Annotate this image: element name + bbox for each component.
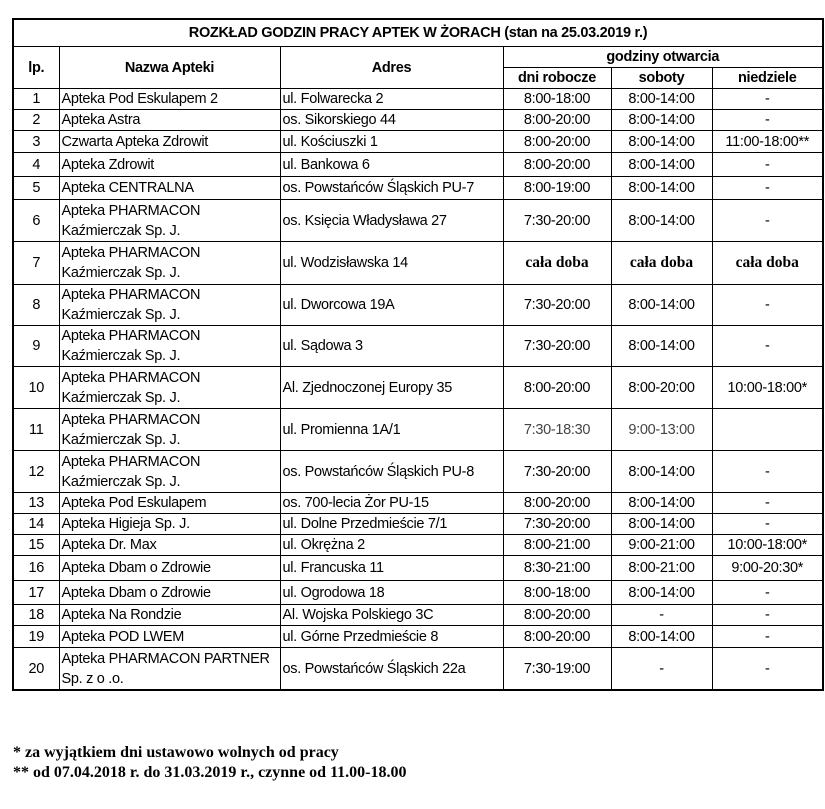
cell-name [59, 648, 280, 691]
pharmacy-name-line1: Apteka PHARMACON [61, 369, 201, 386]
cell-name [59, 409, 280, 451]
cell-lp: 13 [13, 493, 59, 514]
cell-workdays: 8:00-20:00 [503, 153, 611, 177]
pharmacy-name-line1: Apteka Pod Eskulapem [61, 495, 207, 511]
cell-sundays: - [712, 581, 823, 605]
pharmacy-name-line1: Apteka PHARMACON PARTNER [61, 650, 270, 667]
cell-saturdays: 8:00-14:00 [611, 514, 712, 535]
cell-saturdays: 8:00-14:00 [611, 451, 712, 493]
table-row [13, 177, 823, 200]
cell-saturdays: 8:00-14:00 [611, 177, 712, 200]
table-row [13, 493, 823, 514]
cell-workdays: 8:00-20:00 [503, 605, 611, 626]
pharmacy-name-line2: Kaźmierczak Sp. J. [61, 473, 181, 490]
cell-sundays: - [712, 153, 823, 177]
cell-saturdays: 9:00-21:00 [611, 535, 712, 556]
cell-sundays: - [712, 605, 823, 626]
header-hours-group: godziny otwarcia [503, 47, 823, 68]
cell-workdays: 8:00-18:00 [503, 581, 611, 605]
pharmacy-hours-table [12, 18, 824, 691]
cell-name [59, 177, 280, 200]
cell-workdays: 7:30-20:00 [503, 326, 611, 367]
cell-sundays [712, 409, 823, 451]
footnotes [13, 743, 407, 783]
cell-saturdays: 8:00-14:00 [611, 326, 712, 367]
cell-sundays: - [712, 514, 823, 535]
footnote-single-star: * za wyjątkiem dni ustawowo wolnych od pracy [13, 744, 339, 761]
cell-saturdays: 8:00-14:00 [611, 110, 712, 131]
pharmacy-name-line1: Apteka PHARMACON [61, 328, 201, 344]
cell-address: ul. Dolne Przedmieście 7/1 [280, 514, 503, 535]
table-row [13, 556, 823, 581]
cell-sundays: 9:00-20:30* [712, 556, 823, 581]
header-lp: lp. [13, 47, 59, 89]
cell-lp: 16 [13, 556, 59, 581]
table-row [13, 648, 823, 691]
cell-name [59, 535, 280, 556]
cell-lp: 15 [13, 535, 59, 556]
cell-lp: 2 [13, 110, 59, 131]
table-body [13, 89, 823, 691]
cell-address: ul. Promienna 1A/1 [280, 409, 503, 451]
header-name: Nazwa Apteki [59, 47, 280, 89]
table-row [13, 89, 823, 110]
cell-workdays: 7:30-20:00 [503, 285, 611, 326]
pharmacy-name-line1: Apteka POD LWEM [61, 628, 185, 645]
cell-lp: 19 [13, 626, 59, 648]
cell-lp: 10 [13, 367, 59, 409]
cell-workdays: 8:00-20:00 [503, 367, 611, 409]
pharmacy-name-line1: Apteka PHARMACON [61, 202, 201, 219]
cell-name [59, 493, 280, 514]
cell-workdays: 8:30-21:00 [503, 556, 611, 581]
cell-lp: 9 [13, 326, 59, 367]
cell-saturdays: - [611, 648, 712, 691]
cell-sundays: - [712, 285, 823, 326]
table-row [13, 200, 823, 242]
pharmacy-name-line2: Kaźmierczak Sp. J. [61, 431, 181, 448]
cell-sundays: 10:00-18:00* [712, 535, 823, 556]
table-row [13, 367, 823, 409]
cell-sundays: - [712, 493, 823, 514]
cell-sundays: - [712, 200, 823, 242]
cell-workdays: 7:30-18:30 [503, 409, 611, 451]
cell-lp: 12 [13, 451, 59, 493]
cell-address: ul. Ogrodowa 18 [280, 581, 503, 605]
pharmacy-name-line1: Apteka Dbam o Zdrowie [61, 560, 211, 576]
cell-name [59, 556, 280, 581]
pharmacy-name-line1: Apteka PHARMACON [61, 411, 201, 428]
pharmacy-name-line1: Apteka PHARMACON [61, 245, 201, 261]
cell-sundays: - [712, 89, 823, 110]
cell-lp: 11 [13, 409, 59, 451]
cell-name [59, 200, 280, 242]
cell-sundays: - [712, 451, 823, 493]
cell-address: os. Księcia Władysława 27 [280, 200, 503, 242]
cell-workdays: 8:00-20:00 [503, 110, 611, 131]
cell-saturdays: 8:00-14:00 [611, 153, 712, 177]
pharmacy-name-line2: Kaźmierczak Sp. J. [61, 222, 181, 239]
cell-saturdays: 8:00-14:00 [611, 493, 712, 514]
footnote-double-star: ** od 07.04.2018 r. do 31.03.2019 r., czynne od 11.00-18.00 [13, 764, 407, 781]
cell-address: ul. Sądowa 3 [280, 326, 503, 367]
cell-lp: 7 [13, 242, 59, 285]
cell-address: ul. Górne Przedmieście 8 [280, 626, 503, 648]
cell-workdays: cała doba [503, 242, 611, 285]
pharmacy-name-line1: Czwarta Apteka Zdrowit [61, 133, 209, 150]
cell-workdays: 8:00-19:00 [503, 177, 611, 200]
cell-address: os. Sikorskiego 44 [280, 110, 503, 131]
pharmacy-name-line1: Apteka Na Rondzie [61, 607, 182, 623]
table-title: ROZKŁAD GODZIN PRACY APTEK W ŻORACH (stan na 25.03.2019 r.) [13, 19, 823, 47]
cell-address: ul. Kościuszki 1 [280, 131, 503, 153]
cell-address: ul. Francuska 11 [280, 556, 503, 581]
cell-lp: 4 [13, 153, 59, 177]
table-row [13, 131, 823, 153]
cell-sundays: - [712, 648, 823, 691]
cell-name [59, 451, 280, 493]
cell-sundays: cała doba [712, 242, 823, 285]
cell-lp: 17 [13, 581, 59, 605]
table-row [13, 242, 823, 285]
pharmacy-name-line2: Kaźmierczak Sp. J. [61, 265, 181, 281]
pharmacy-name-line1: Apteka Pod Eskulapem 2 [61, 91, 218, 107]
table-row [13, 626, 823, 648]
cell-address: ul. Bankowa 6 [280, 153, 503, 177]
cell-workdays: 8:00-20:00 [503, 626, 611, 648]
header-sundays: niedziele [712, 68, 823, 89]
header-workdays: dni robocze [503, 68, 611, 89]
cell-sundays: - [712, 110, 823, 131]
cell-name [59, 153, 280, 177]
cell-name [59, 242, 280, 285]
cell-sundays: - [712, 177, 823, 200]
table-row [13, 581, 823, 605]
table-row [13, 409, 823, 451]
cell-name [59, 581, 280, 605]
cell-name [59, 367, 280, 409]
cell-saturdays: cała doba [611, 242, 712, 285]
cell-address: ul. Wodzisławska 14 [280, 242, 503, 285]
cell-saturdays: 8:00-14:00 [611, 89, 712, 110]
cell-name [59, 110, 280, 131]
cell-sundays: 11:00-18:00** [712, 131, 823, 153]
cell-lp: 8 [13, 285, 59, 326]
pharmacy-name-line1: Apteka PHARMACON [61, 453, 201, 470]
cell-workdays: 8:00-21:00 [503, 535, 611, 556]
cell-name [59, 605, 280, 626]
pharmacy-name-line1: Apteka Higieja Sp. J. [61, 516, 190, 532]
cell-saturdays: 8:00-14:00 [611, 131, 712, 153]
cell-workdays: 7:30-20:00 [503, 451, 611, 493]
table-row [13, 535, 823, 556]
table-row [13, 326, 823, 367]
cell-lp: 14 [13, 514, 59, 535]
pharmacy-name-line1: Apteka Dbam o Zdrowie [61, 584, 211, 601]
cell-address: Al. Zjednoczonej Europy 35 [280, 367, 503, 409]
pharmacy-name-line2: Sp. z o .o. [61, 670, 124, 687]
cell-saturdays: 8:00-14:00 [611, 200, 712, 242]
cell-workdays: 8:00-18:00 [503, 89, 611, 110]
cell-saturdays: 8:00-14:00 [611, 626, 712, 648]
cell-lp: 20 [13, 648, 59, 691]
cell-lp: 6 [13, 200, 59, 242]
cell-lp: 1 [13, 89, 59, 110]
pharmacy-name-line2: Kaźmierczak Sp. J. [61, 389, 181, 406]
table-row [13, 605, 823, 626]
pharmacy-name-line1: Apteka Dr. Max [61, 537, 157, 553]
cell-saturdays: 9:00-13:00 [611, 409, 712, 451]
cell-address: os. 700-lecia Żor PU-15 [280, 493, 503, 514]
cell-name [59, 514, 280, 535]
cell-sundays: - [712, 626, 823, 648]
cell-saturdays: - [611, 605, 712, 626]
cell-sundays: - [712, 326, 823, 367]
cell-saturdays: 8:00-14:00 [611, 581, 712, 605]
cell-workdays: 7:30-19:00 [503, 648, 611, 691]
header-saturdays: soboty [611, 68, 712, 89]
pharmacy-name-line1: Apteka Astra [61, 112, 141, 128]
table-row [13, 285, 823, 326]
cell-address: ul. Okrężna 2 [280, 535, 503, 556]
cell-name [59, 89, 280, 110]
cell-saturdays: 8:00-20:00 [611, 367, 712, 409]
pharmacy-name-line1: Apteka Zdrowit [61, 156, 155, 173]
cell-address: ul. Dworcowa 19A [280, 285, 503, 326]
cell-address: os. Powstańców Śląskich PU-8 [280, 451, 503, 493]
table-row [13, 451, 823, 493]
pharmacy-name-line1: Apteka CENTRALNA [61, 180, 194, 196]
cell-address: os. Powstańców Śląskich 22a [280, 648, 503, 691]
cell-name [59, 131, 280, 153]
table-row [13, 110, 823, 131]
cell-name [59, 626, 280, 648]
cell-name [59, 326, 280, 367]
table-row [13, 514, 823, 535]
cell-name [59, 285, 280, 326]
cell-workdays: 8:00-20:00 [503, 131, 611, 153]
cell-address: os. Powstańców Śląskich PU-7 [280, 177, 503, 200]
cell-lp: 5 [13, 177, 59, 200]
cell-sundays: 10:00-18:00* [712, 367, 823, 409]
cell-lp: 18 [13, 605, 59, 626]
cell-lp: 3 [13, 131, 59, 153]
table-row [13, 153, 823, 177]
cell-saturdays: 8:00-21:00 [611, 556, 712, 581]
cell-address: Al. Wojska Polskiego 3C [280, 605, 503, 626]
cell-workdays: 7:30-20:00 [503, 514, 611, 535]
cell-workdays: 8:00-20:00 [503, 493, 611, 514]
pharmacy-name-line2: Kaźmierczak Sp. J. [61, 307, 181, 323]
pharmacy-name-line1: Apteka PHARMACON [61, 287, 201, 303]
header-address: Adres [280, 47, 503, 89]
cell-saturdays: 8:00-14:00 [611, 285, 712, 326]
cell-address: ul. Folwarecka 2 [280, 89, 503, 110]
cell-workdays: 7:30-20:00 [503, 200, 611, 242]
pharmacy-name-line2: Kaźmierczak Sp. J. [61, 348, 181, 364]
